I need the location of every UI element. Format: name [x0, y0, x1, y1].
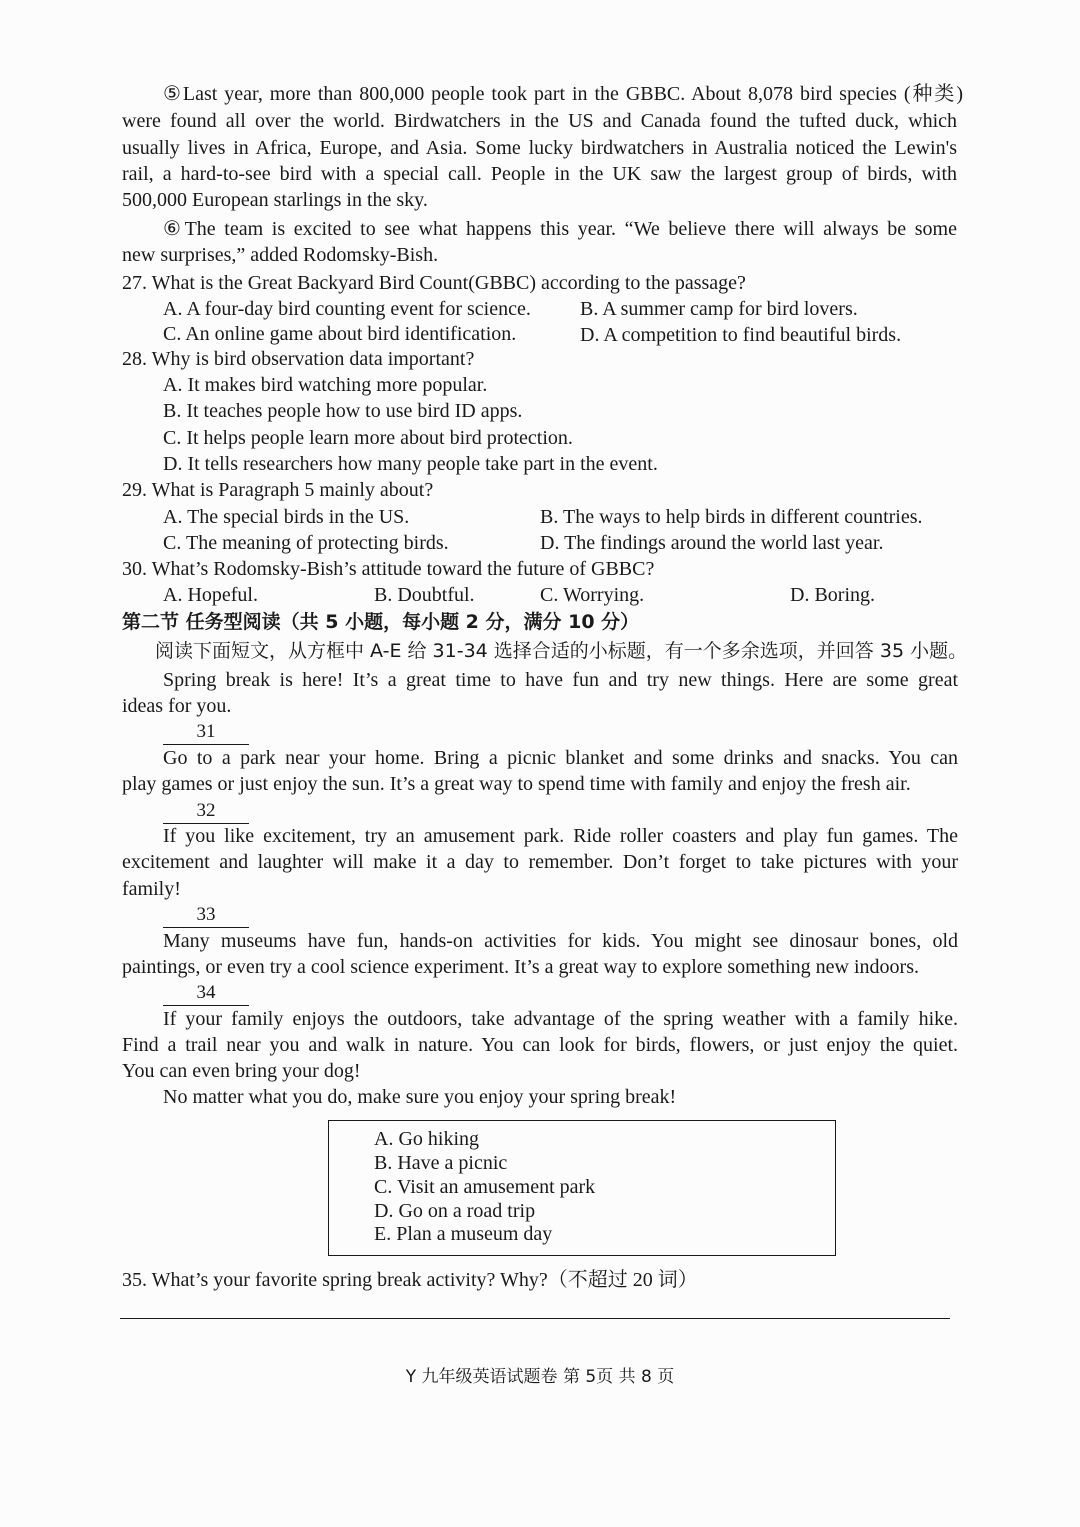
closing-line: No matter what you do, make sure you enjoy your spring break! — [163, 1086, 677, 1108]
box-option-d: D. Go on a road trip — [374, 1200, 536, 1222]
intro-line-1: Spring break is here! It’s a great time to have fun and try new things. Here are some great — [163, 669, 958, 691]
p5-line-1: ⑤Last year, more than 800,000 people took part in the GBBC. About 8,078 bird species (种类) — [163, 83, 963, 105]
section2-heading: 第二节 任务型阅读（共 5 小题，每小题 2 分，满分 10 分） — [122, 611, 640, 633]
q29-stem: 29. What is Paragraph 5 mainly about? — [122, 479, 434, 501]
q28-option-d: D. It tells researchers how many people take part in the event. — [163, 453, 658, 475]
p5-line-4: rail, a hard-to-see bird with a special call. People in the UK saw the largest group of birds, with — [122, 163, 957, 185]
q29-option-b: B. The ways to help birds in different countries. — [540, 506, 923, 528]
para34-line-2: Find a trail near you and walk in nature. You can look for birds, flowers, or just enjoy the quiet. — [122, 1034, 958, 1056]
box-option-b: B. Have a picnic — [374, 1152, 508, 1174]
q30-option-a: A. Hopeful. — [163, 584, 258, 606]
q28-option-c: C. It helps people learn more about bird protection. — [163, 427, 573, 449]
q29-option-a: A. The special birds in the US. — [163, 506, 410, 528]
para31-line-1: Go to a park near your home. Bring a picnic blanket and some drinks and snacks. You can — [163, 747, 958, 769]
section2-instruction: 阅读下面短文，从方框中 A-E 给 31-34 选择合适的小标题，有一个多余选项，并回答 35 小题。 — [155, 640, 968, 662]
page-footer: Y 九年级英语试题卷 第 5页 共 8 页 — [405, 1367, 675, 1387]
blank-33: 33 — [163, 903, 249, 928]
q27-stem: 27. What is the Great Backyard Bird Count(GBBC) according to the passage? — [122, 272, 746, 294]
q30-stem: 30. What’s Rodomsky-Bish’s attitude toward the future of GBBC? — [122, 558, 655, 580]
p5-line-5: 500,000 European starlings in the sky. — [122, 189, 428, 211]
blank-34: 34 — [163, 981, 249, 1006]
p5-line-2: were found all over the world. Birdwatchers in the US and Canada found the tufted duck, which — [122, 110, 957, 132]
p6-line-1: ⑥The team is excited to see what happens this year. “We believe there will always be some — [163, 218, 957, 240]
q27-option-b: B. A summer camp for bird lovers. — [580, 298, 858, 320]
answer-line[interactable] — [120, 1318, 950, 1319]
para34-line-1: If your family enjoys the outdoors, take advantage of the spring weather with a family hike. — [163, 1008, 958, 1030]
q28-option-a: A. It makes bird watching more popular. — [163, 374, 488, 396]
q35-stem: 35. What’s your favorite spring break activity? Why?（不超过 20 词） — [122, 1269, 698, 1291]
para32-line-2: excitement and laughter will make it a day to remember. Don’t forget to take pictures with your — [122, 851, 958, 873]
p6-line-2: new surprises,” added Rodomsky-Bish. — [122, 244, 439, 266]
blank-31: 31 — [163, 720, 249, 745]
q28-stem: 28. Why is bird observation data important? — [122, 348, 475, 370]
para33-line-2: paintings, or even try a cool science experiment. It’s a great way to explore something new indoors. — [122, 956, 919, 978]
q27-option-a: A. A four-day bird counting event for science. — [163, 298, 531, 320]
q30-option-c: C. Worrying. — [540, 584, 645, 606]
p5-line-3: usually lives in Africa, Europe, and Asia. Some lucky birdwatchers in Australia noticed the Lewin's — [122, 137, 957, 159]
box-option-a: A. Go hiking — [374, 1128, 479, 1150]
para32-line-1: If you like excitement, try an amusement park. Ride roller coasters and play fun games. The — [163, 825, 958, 847]
para32-line-3: family! — [122, 878, 181, 900]
q27-option-d: D. A competition to find beautiful birds. — [580, 324, 902, 346]
para33-line-1: Many museums have fun, hands-on activities for kids. You might see dinosaur bones, old — [163, 930, 958, 952]
options-box — [328, 1120, 836, 1256]
q30-option-d: D. Boring. — [790, 584, 875, 606]
box-option-c: C. Visit an amusement park — [374, 1176, 596, 1198]
q30-option-b: B. Doubtful. — [374, 584, 475, 606]
q29-option-c: C. The meaning of protecting birds. — [163, 532, 449, 554]
box-option-e: E. Plan a museum day — [374, 1223, 553, 1245]
blank-32: 32 — [163, 799, 249, 824]
para31-line-2: play games or just enjoy the sun. It’s a great way to spend time with family and enjoy the fresh air. — [122, 773, 911, 795]
q28-option-b: B. It teaches people how to use bird ID apps. — [163, 400, 523, 422]
q29-option-d: D. The findings around the world last year. — [540, 532, 884, 554]
para34-line-3: You can even bring your dog! — [122, 1060, 361, 1082]
q27-option-c: C. An online game about bird identification. — [163, 323, 517, 345]
intro-line-2: ideas for you. — [122, 695, 232, 717]
